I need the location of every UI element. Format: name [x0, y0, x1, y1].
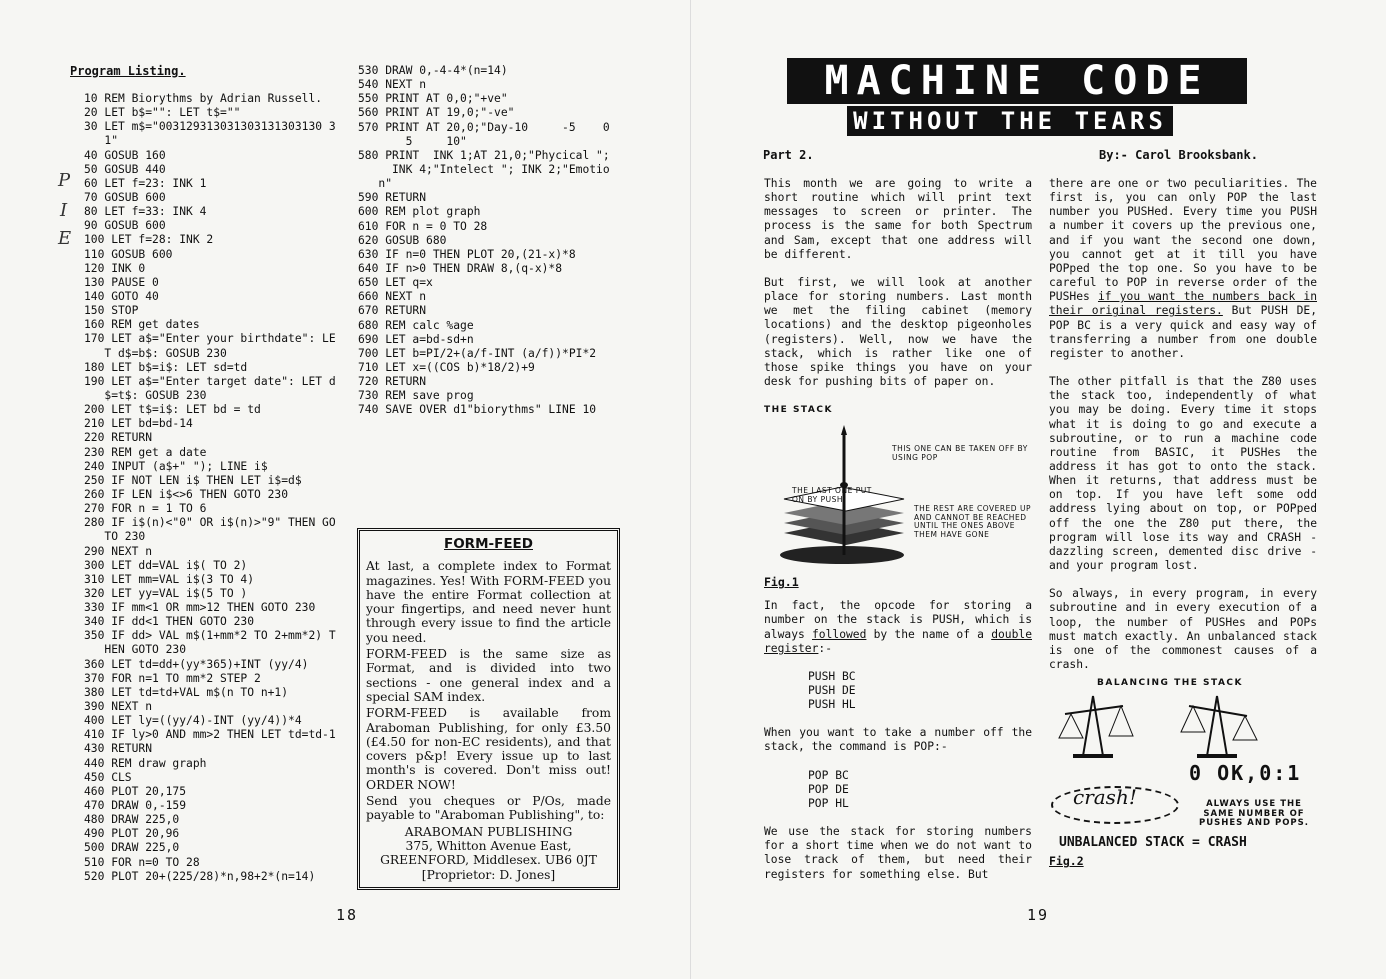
listing-line: 210 LET bd=bd-14 — [84, 417, 193, 431]
col2-p1-text-b: But PUSH DE, POP BC is a very quick and easy way of transferring a number from one double register to another. — [1049, 304, 1317, 360]
listing-line: 330 IF mm<1 OR mm>12 THEN GOTO 230 — [84, 601, 316, 615]
listing-line: 40 GOSUB 160 — [84, 148, 166, 162]
listing-line: 50 GOSUB 440 — [84, 162, 166, 176]
fig2-ok-text: 0 OK,0:1 — [1189, 761, 1302, 786]
listing-line: 620 GOSUB 680 — [358, 233, 447, 247]
left-page — [0, 0, 690, 979]
listing-line: 220 RETURN — [84, 431, 153, 445]
title-sub-box — [847, 106, 1173, 136]
margin-note-i: I — [60, 200, 68, 221]
byline: By:- Carol Brooksbank. — [1099, 148, 1258, 162]
listing-line: 10 REM Biorythms by Adrian Russell. — [84, 92, 323, 105]
col1-p3-text-c: :- — [818, 641, 833, 655]
margin-note-e: E — [58, 228, 72, 249]
listing-line: 440 REM draw graph — [84, 756, 207, 770]
col2-p1-underline: if you want the numbers back in their original registers. — [1049, 290, 1318, 318]
listing-line: 570 PRINT AT 20,0;"Day-10 -5 0 — [358, 120, 610, 134]
fig1-label-top: THIS ONE CAN BE TAKEN OFF BY USING POP — [892, 444, 1028, 462]
col2-paragraph-1 — [1049, 177, 1317, 361]
listing-line: 560 PRINT AT 19,0;"-ve" — [358, 106, 515, 120]
col2-paragraph-3: So always, in every program, in every subroutine and in every execution of a loop, the number of PUSHes and POPs must match exactly. An unbalanced stack is one of the commonest causes of a crash. — [1049, 587, 1317, 671]
pop-code: POP BC POP DE POP HL — [808, 768, 849, 810]
listing-line: 540 NEXT n — [358, 78, 427, 92]
listing-line: 280 IF i$(n)<"0" OR i$(n)>"9" THEN GO — [84, 516, 336, 530]
listing-line: 120 INK 0 — [84, 261, 146, 275]
listing-line: 700 LET b=PI/2+(a/f-INT (a/f))*PI*2 — [358, 346, 597, 360]
listing-line: 290 NEXT n — [84, 544, 153, 558]
col1-paragraph-2: But first, we will look at another place for storing numbers. Last month we met the filing cabinet (memory locations) and the desktop pigeonholes (registers). Well, now we have the stack, which is rather like one of those spike things you have on your desk for pushing bits of paper on. — [764, 275, 1032, 389]
listing-line: 200 LET t$=i$: LET bd = td — [84, 403, 261, 417]
col1-p3-underline-1: followed — [812, 627, 867, 641]
listing-line: 70 GOSUB 600 — [84, 190, 166, 204]
form-feed-para-4: Send you cheques or P/Os, made payable to "Araboman Publishing", to: — [366, 794, 611, 823]
listing-line: 610 FOR n = 0 TO 28 — [358, 219, 488, 233]
listing-line: 500 DRAW 225,0 — [84, 841, 180, 855]
listing-line: 80 LET f=33: INK 4 — [84, 205, 207, 219]
listing-line: 320 LET yy=VAL i$(5 TO ) — [84, 586, 248, 600]
listing-line: 1" — [84, 134, 119, 148]
listing-line: 150 STOP — [84, 304, 139, 318]
form-feed-para-2: FORM-FEED is the same size as Format, and is divided into two sections - one general index and a special SAM index. — [366, 647, 611, 704]
listing-line: 590 RETURN — [358, 191, 427, 205]
fig1-title: THE STACK — [764, 405, 833, 416]
listing-line: 360 LET td=dd+(yy*365)+INT (yy/4) — [84, 657, 309, 671]
listing-line: INK 4;"Intelect "; INK 2;"Emotio — [358, 162, 610, 176]
listing-line: 550 PRINT AT 0,0;"+ve" — [358, 92, 508, 106]
page-number-left: 18 — [336, 906, 359, 924]
listing-line: 180 LET b$=i$: LET sd=td — [84, 360, 248, 374]
col1-paragraph-3 — [764, 599, 1032, 656]
part-label: Part 2. — [763, 148, 814, 162]
listing-line: 510 FOR n=0 TO 28 — [84, 855, 200, 869]
listing-line: 730 REM save prog — [358, 389, 474, 403]
listing-line: 400 LET ly=((yy/4)-INT (yy/4))*4 — [84, 714, 302, 728]
page-number-right: 19 — [1027, 906, 1050, 924]
col2-p1-text-a: there are one or two peculiarities. The first is, you can only POP the last number you PUSHed. Every time you PUSH a number it covers up the previous one, and if you want the second one down, you cannot get at it till you have POPped the top one. So you have to be careful to POP in reverse order of the PUSHes — [1049, 177, 1317, 304]
fig2-crash-text: crash! — [1073, 785, 1137, 810]
listing-line: 30 LET m$="003129313031303131303130 3 — [84, 120, 336, 134]
listing-line: 140 GOTO 40 — [84, 289, 159, 303]
listing-line: 650 LET q=x — [358, 276, 433, 290]
figure-1 — [764, 403, 1032, 593]
figure-2 — [1049, 676, 1317, 869]
listing-line: 460 PLOT 20,175 — [84, 784, 187, 798]
form-feed-para-1: At last, a complete index to Format magazines. Yes! With FORM-FEED you have the entire Format collection at your fingertips, and need never hunt through every issue to find the article you need. — [366, 559, 611, 645]
listing-line: 130 PAUSE 0 — [84, 275, 159, 289]
form-feed-address-3: GREENFORD, Middlesex. UB6 0JT — [380, 853, 597, 868]
title-main-box — [787, 58, 1247, 104]
listing-line: 720 RETURN — [358, 375, 427, 389]
listing-line: T d$=b$: GOSUB 230 — [84, 346, 227, 360]
form-feed-advert — [357, 528, 620, 890]
listing-line: 310 LET mm=VAL i$(3 TO 4) — [84, 572, 255, 586]
title-line-1: MACHINE CODE — [824, 58, 1210, 104]
balance-scales-illustration — [1049, 692, 1317, 762]
col1-paragraph-5: We use the stack for storing numbers for a short time when we do not want to lose track of them, but need their registers for something else. But — [764, 825, 1032, 881]
col1-p3-underline-2: double register — [764, 627, 1032, 655]
listing-line: 170 LET a$="Enter your birthdate": LE — [84, 332, 336, 346]
col1-p3-text-b: by the name of a — [866, 627, 992, 641]
listing-line: 340 IF dd<1 THEN GOTO 230 — [84, 615, 255, 629]
listing-line: 20 LET b$="": LET t$="" — [84, 106, 241, 120]
form-feed-address-4: [Proprietor: D. Jones] — [421, 867, 556, 882]
form-feed-para-3: FORM-FEED is available from Araboman Publishing, for only £3.50 (£4.50 for non-EC residents), and that covers p&p! Every issue up to last month's is covered. Don't miss out! ORDER NOW! — [366, 706, 611, 792]
listing-line: 430 RETURN — [84, 742, 153, 756]
listing-line: 470 DRAW 0,-159 — [84, 799, 187, 813]
fig1-caption: Fig.1 — [764, 575, 799, 590]
col2-paragraph-2: The other pitfall is that the Z80 uses the stack too, independently of what you may be doing. Every time it stops what it is doing to go and execute a subroutine, or to run a machine code routine from BASIC, it PUSHes the address it has got to onto the stack. When it returns, that address must be on top. If you have left some odd address lying about on top, or POPped off the one the Z80 put there, the program will lose its way and CRASH - dazzling screen, demented disc drive - and your program lost. — [1049, 375, 1317, 573]
listing-line: 480 DRAW 225,0 — [84, 813, 180, 827]
title-banner — [787, 58, 1257, 140]
listing-line: 370 FOR n=1 TO mm*2 STEP 2 — [84, 671, 261, 685]
margin-note-p: P — [58, 170, 71, 191]
listing-line: 690 LET a=bd-sd+n — [358, 332, 474, 346]
fig2-always-text: ALWAYS USE THE SAME NUMBER OF PUSHES AND POPS. — [1199, 799, 1309, 829]
listing-column-1 — [84, 92, 336, 884]
listing-line: 60 LET f=23: INK 1 — [84, 176, 207, 190]
listing-line: 450 CLS — [84, 770, 132, 784]
program-listing-heading: Program Listing. — [70, 64, 186, 78]
listing-line: 530 DRAW 0,-4-4*(n=14) — [358, 64, 508, 77]
article-column-1 — [764, 177, 1032, 896]
listing-line: 230 REM get a date — [84, 445, 207, 459]
form-feed-address-1: ARABOMAN PUBLISHING — [404, 824, 573, 839]
listing-line: 680 REM calc %age — [358, 318, 474, 332]
listing-line: 740 SAVE OVER d1"biorythms" LINE 10 — [358, 403, 597, 417]
listing-line: 300 LET dd=VAL i$( TO 2) — [84, 558, 248, 572]
title-line-2: WITHOUT THE TEARS — [853, 107, 1167, 135]
listing-line: 490 PLOT 20,96 — [84, 827, 180, 841]
listing-line: 100 LET f=28: INK 2 — [84, 233, 214, 247]
article-column-2 — [1049, 177, 1318, 869]
col1-paragraph-4: When you want to take a number off the stack, the command is POP:- — [764, 726, 1032, 754]
listing-line: 390 NEXT n — [84, 700, 153, 714]
listing-line: 260 IF LEN i$<>6 THEN GOTO 230 — [84, 487, 289, 501]
listing-line: 640 IF n>0 THEN DRAW 8,(q-x)*8 — [358, 261, 563, 275]
listing-line: 380 LET td=td+VAL m$(n TO n+1) — [84, 685, 289, 699]
fig1-label-last: THE LAST ONE PUT ON BY PUSH — [792, 486, 872, 504]
listing-line: 90 GOSUB 600 — [84, 219, 166, 233]
push-code: PUSH BC PUSH DE PUSH HL — [808, 669, 856, 712]
listing-line: 710 LET x=((COS b)*18/2)+9 — [358, 360, 535, 374]
listing-line: n" — [358, 177, 393, 191]
fig2-unbalanced-text: UNBALANCED STACK = CRASH — [1059, 835, 1247, 851]
listing-line: 630 IF n=0 THEN PLOT 20,(21-x)*8 — [358, 247, 576, 261]
listing-line: 660 NEXT n — [358, 290, 427, 304]
listing-line: 110 GOSUB 600 — [84, 247, 173, 261]
listing-line: 5 10" — [358, 134, 467, 148]
listing-line: 670 RETURN — [358, 304, 427, 318]
listing-line: $=t$: GOSUB 230 — [84, 388, 207, 402]
listing-line: TO 230 — [84, 530, 146, 544]
listing-line: 190 LET a$="Enter target date": LET d — [84, 374, 336, 388]
listing-line: HEN GOTO 230 — [84, 643, 187, 657]
listing-line: 350 IF dd> VAL m$(1+mm*2 TO 2+mm*2) T — [84, 629, 336, 643]
col1-p3-text-a: In fact, the opcode for storing a number on the stack is PUSH, which is always — [764, 599, 1032, 641]
col1-paragraph-1: This month we are going to write a short routine which will print text messages to screen or printer. The process is the same for both Spectrum and Sam, except that one address will be different. — [764, 177, 1032, 261]
listing-line: 240 INPUT (a$+" "); LINE i$ — [84, 459, 268, 473]
form-feed-address-2: 375, Whitton Avenue East, — [405, 838, 572, 853]
listing-line: 270 FOR n = 1 TO 6 — [84, 502, 207, 516]
form-feed-title: FORM-FEED — [443, 536, 533, 552]
listing-line: 600 REM plot graph — [358, 205, 481, 219]
listing-line: 250 IF NOT LEN i$ THEN LET i$=d$ — [84, 473, 302, 487]
listing-line: 520 PLOT 20+(225/28)*n,98+2*(n=14) — [84, 869, 316, 883]
right-page — [690, 0, 1386, 979]
listing-line: 410 IF ly>0 AND mm>2 THEN LET td=td-1 — [84, 728, 336, 742]
fig2-caption: Fig.2 — [1049, 854, 1084, 869]
listing-line: 160 REM get dates — [84, 318, 200, 332]
listing-column-2 — [358, 64, 610, 418]
fig2-title: BALANCING THE STACK — [1097, 678, 1243, 689]
fig1-label-rest: THE REST ARE COVERED UP AND CANNOT BE REACHED UNTIL THE ONES ABOVE THEM HAVE GONE — [914, 504, 1031, 539]
listing-line: 580 PRINT INK 1;AT 21,0;"Phycical "; — [358, 148, 610, 162]
